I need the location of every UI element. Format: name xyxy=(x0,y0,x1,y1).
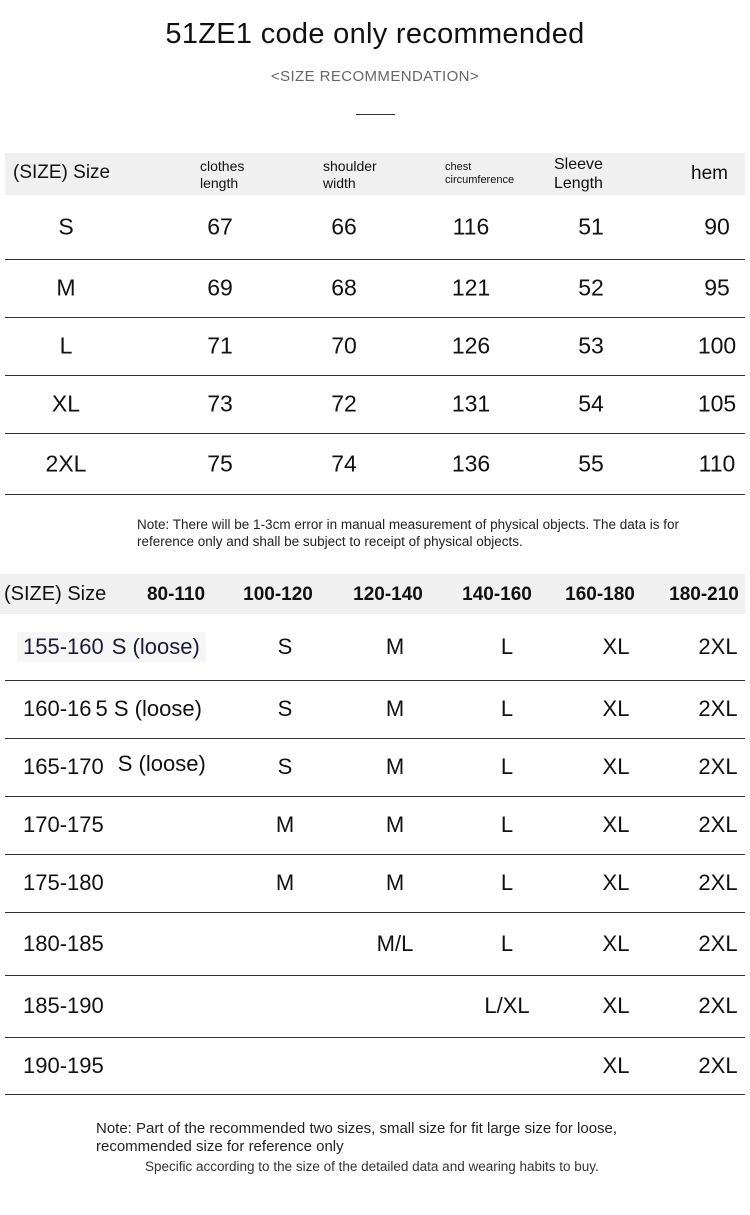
cell-recommended-size: XL xyxy=(602,812,630,837)
title-divider xyxy=(356,114,395,115)
table-row xyxy=(5,680,745,739)
cell-size: 2XL xyxy=(45,450,87,476)
header-weight-80-110: 80-110 xyxy=(146,584,206,605)
table-row xyxy=(5,195,745,260)
recommendation-note: Note: Part of the recommended two sizes, small size for fit large size for loose, recommended size for reference only xyxy=(96,1120,618,1155)
cell-hem: 105 xyxy=(697,390,737,417)
cell-recommended-size: 2XL xyxy=(698,993,738,1018)
header-size: (SIZE) Size xyxy=(13,162,111,183)
header-weight-140-160: 140-160 xyxy=(462,584,532,605)
page-title: 51ZE1 code only recommended xyxy=(165,18,585,50)
cell-sleeve-length: 51 xyxy=(578,213,604,240)
header-weight-160-180: 160-180 xyxy=(565,584,635,605)
cell-recommended-size: M xyxy=(385,634,405,659)
cell-recommended-size: L xyxy=(500,930,514,956)
cell-recommended-size: 2XL xyxy=(698,930,738,956)
cell-recommended-size: S xyxy=(277,696,293,721)
cell-recommended-size: XL xyxy=(602,754,630,779)
cell-chest: 131 xyxy=(451,390,491,417)
cell-recommended-size: L xyxy=(500,812,514,837)
height-label: 185-190 xyxy=(23,993,104,1018)
cell-clothes-length: 73 xyxy=(207,390,233,417)
cell-recommended-size: XL xyxy=(602,1052,630,1078)
cell-sleeve-length: 55 xyxy=(578,450,604,476)
header-weight-120-140: 120-140 xyxy=(353,584,423,605)
cell-shoulder-width: 68 xyxy=(331,274,357,301)
cell-recommended-size: S xyxy=(277,634,293,659)
cell-size: M xyxy=(56,274,76,301)
cell-size: S xyxy=(58,213,74,240)
cell-recommended-size: L xyxy=(500,634,514,659)
cell-sleeve-length: 53 xyxy=(578,332,604,359)
height-label: 190-195 xyxy=(23,1052,104,1078)
cell-recommended-size: XL xyxy=(602,696,630,721)
table-row xyxy=(5,433,745,495)
cell-recommended-size: XL xyxy=(602,930,630,956)
cell-clothes-length: 67 xyxy=(207,213,233,240)
cell-sleeve-length: 54 xyxy=(578,390,604,417)
buying-note: Specific according to the size of the detailed data and wearing habits to buy. xyxy=(145,1159,599,1174)
cell-chest: 136 xyxy=(451,450,491,476)
cell-recommended-size: 2XL xyxy=(698,754,738,779)
table-row xyxy=(5,317,745,376)
measurement-note: Note: There will be 1-3cm error in manual measurement of physical objects. The data is for reference only and shall be subject to receipt of physical objects. xyxy=(137,517,679,549)
header-weight-180-210: 180-210 xyxy=(669,584,739,605)
header-chest-circumference: chest circumference xyxy=(445,161,515,186)
cell-recommended-size: M xyxy=(385,754,405,779)
header-shoulder-width: shoulder width xyxy=(323,158,377,191)
cell-recommended-size: M xyxy=(385,696,405,721)
table-row xyxy=(5,375,745,434)
cell-shoulder-width: 70 xyxy=(331,332,357,359)
cell-chest: 126 xyxy=(451,332,491,359)
header-size: (SIZE) Size xyxy=(4,583,107,605)
cell-hem: 100 xyxy=(697,332,737,359)
table-row xyxy=(5,614,745,681)
loose-note: S (loose) xyxy=(111,634,200,659)
cell-recommended-size: S xyxy=(277,754,293,779)
cell-recommended-size: 2XL xyxy=(698,812,738,837)
cell-recommended-size: M xyxy=(385,870,405,895)
table-row xyxy=(5,975,745,1038)
cell-size: XL xyxy=(51,390,81,417)
table-row xyxy=(5,796,745,855)
header-hem: hem xyxy=(691,163,728,184)
cell-clothes-length: 69 xyxy=(207,274,233,301)
cell-recommended-size: L xyxy=(500,870,514,895)
cell-recommended-size: 2XL xyxy=(698,696,738,721)
header-clothes-length: clothes length xyxy=(200,158,245,191)
cell-hem: 90 xyxy=(704,213,730,240)
cell-recommended-size: M xyxy=(275,812,295,837)
height-label: 160-16 5 S (loose) xyxy=(23,696,202,721)
page-subtitle: <SIZE RECOMMENDATION> xyxy=(270,68,480,85)
header-sleeve-length: Sleeve Length xyxy=(554,156,603,192)
cell-recommended-size: 2XL xyxy=(698,1052,738,1078)
cell-clothes-length: 75 xyxy=(207,450,233,476)
cell-shoulder-width: 72 xyxy=(331,390,357,417)
loose-note: S (loose) xyxy=(117,751,206,776)
cell-hem: 110 xyxy=(698,450,736,476)
height-label: 170-175 xyxy=(23,812,104,837)
table-row xyxy=(5,738,745,797)
cell-chest: 121 xyxy=(451,274,491,301)
cell-recommended-size: M/L xyxy=(376,930,414,956)
table-row xyxy=(5,854,745,913)
table-row xyxy=(5,912,745,976)
height-label: 180-185 xyxy=(23,930,104,956)
cell-recommended-size: L xyxy=(500,696,514,721)
height-label: 175-180 xyxy=(23,870,104,895)
cell-shoulder-width: 74 xyxy=(331,450,357,476)
cell-hem: 95 xyxy=(704,274,730,301)
cell-chest: 116 xyxy=(452,213,490,240)
cell-recommended-size: L/XL xyxy=(484,993,530,1018)
cell-recommended-size: XL xyxy=(602,870,630,895)
header-weight-100-120: 100-120 xyxy=(243,584,313,605)
cell-shoulder-width: 66 xyxy=(331,213,357,240)
height-label: 165-170 S (loose) xyxy=(23,751,206,779)
cell-recommended-size: M xyxy=(385,812,405,837)
cell-recommended-size: M xyxy=(275,870,295,895)
size-table-header xyxy=(5,153,745,195)
cell-recommended-size: 2XL xyxy=(698,634,738,659)
height-label: 155-160 S (loose) xyxy=(17,632,206,662)
cell-recommended-size: 2XL xyxy=(698,870,738,895)
cell-size: L xyxy=(59,332,73,359)
table-row xyxy=(5,259,745,318)
cell-recommended-size: L xyxy=(500,754,514,779)
recommend-table-header xyxy=(0,574,745,614)
loose-note: 5 S (loose) xyxy=(95,696,202,721)
table-row xyxy=(5,1037,745,1095)
cell-sleeve-length: 52 xyxy=(578,274,604,301)
cell-clothes-length: 71 xyxy=(207,332,233,359)
cell-recommended-size: XL xyxy=(602,634,630,659)
cell-recommended-size: XL xyxy=(602,993,630,1018)
